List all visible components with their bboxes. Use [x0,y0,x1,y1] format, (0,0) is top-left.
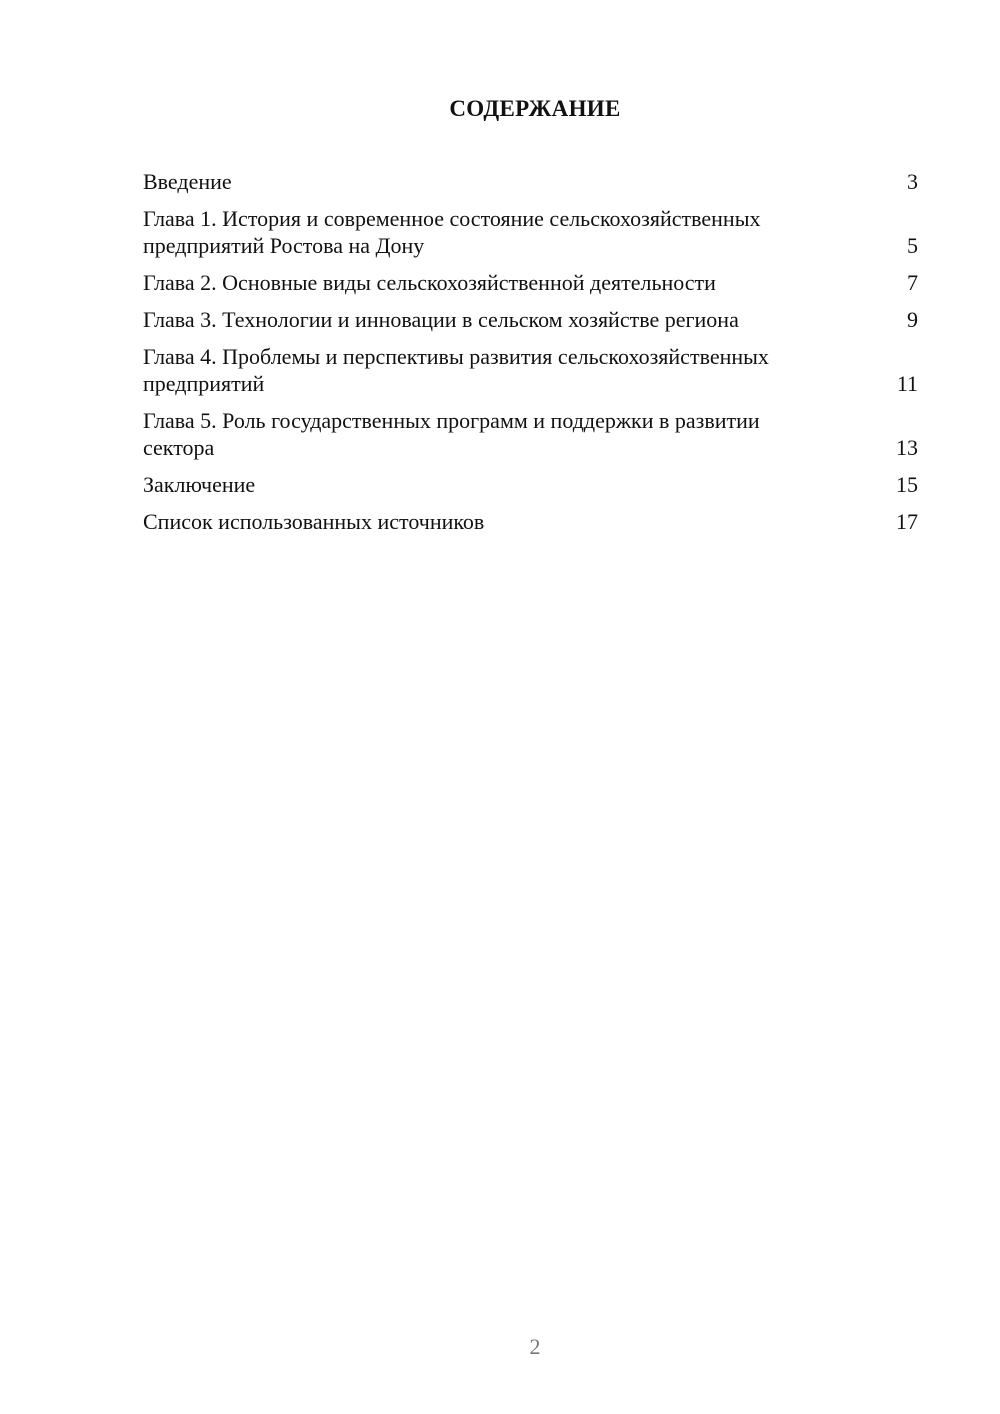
toc-entry-title: Введение [143,169,232,194]
toc-entry-page: 7 [907,270,918,295]
toc-entry [143,508,918,535]
toc-entry-page: 9 [907,307,918,332]
toc-entry-page: 5 [907,233,918,258]
toc-entry-page: 3 [907,169,918,194]
toc-entry-page: 17 [896,509,918,534]
toc-entry-page: 15 [896,472,918,497]
toc-entry-title: Глава 5. Роль государственных программ и поддержки в развитии сектора [143,408,760,460]
page-title: СОДЕРЖАНИЕ [449,96,621,121]
toc-entry [143,407,918,461]
table-of-contents [143,168,918,545]
toc-entry-title: Заключение [143,472,256,497]
toc-entry [143,205,918,259]
toc-entry [143,343,918,397]
toc-entry [143,269,918,296]
toc-entry-page: 13 [896,435,918,460]
toc-entry-page: 11 [896,371,918,396]
toc-entry [143,168,918,195]
toc-entry [143,471,918,498]
toc-entry-title: Глава 4. Проблемы и перспективы развития сельскохозяйственных предприятий [143,344,769,396]
page-number: 2 [529,1334,541,1359]
toc-entry-title: Глава 2. Основные виды сельскохозяйственной деятельности [143,270,716,295]
toc-entry [143,306,918,333]
toc-entry-title: Глава 3. Технологии и инновации в сельском хозяйстве региона [143,307,739,332]
toc-entry-title: Список использованных источников [143,509,485,534]
toc-entry-title: Глава 1. История и современное состояние сельскохозяйственных предприятий Ростова на Дону [143,206,761,258]
